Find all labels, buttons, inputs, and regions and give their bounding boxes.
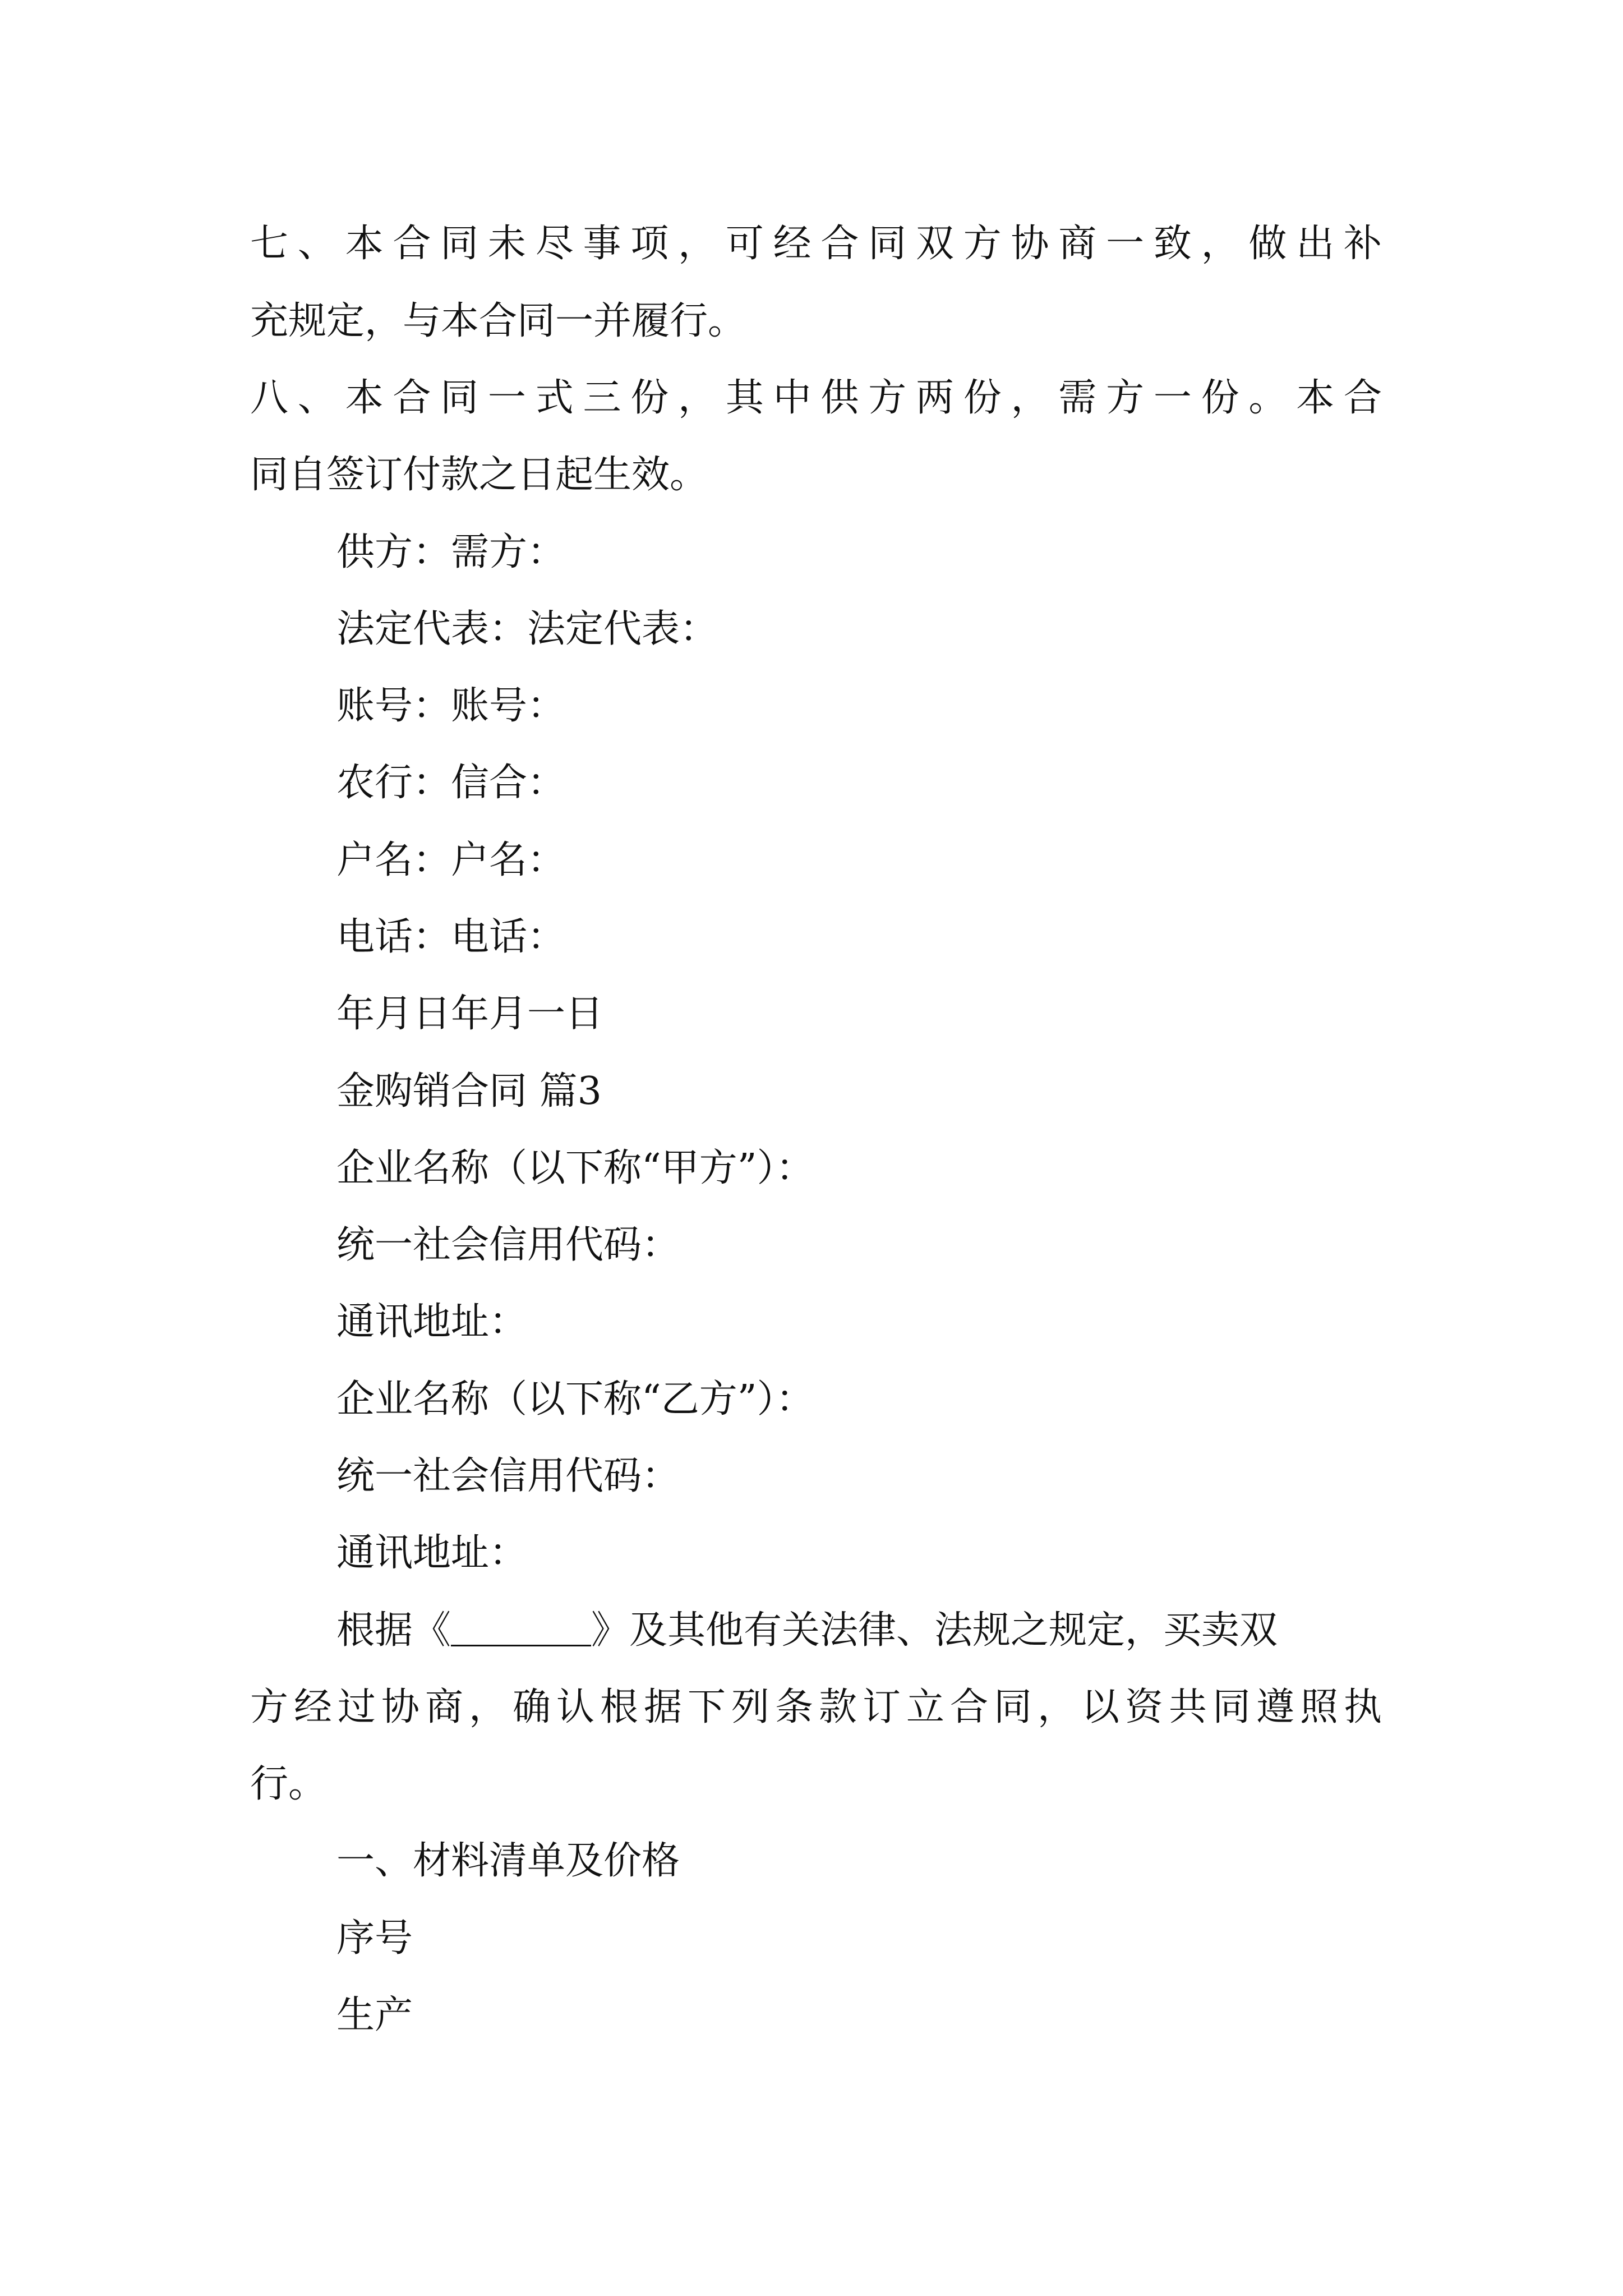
legal-representative-line: 法定代表：法定代表：	[336, 607, 718, 651]
party-b-address: 通讯地址：	[336, 1531, 528, 1575]
party-a-credit-code: 统一社会信用代码：	[336, 1223, 680, 1267]
bank-line: 农行：信合：	[336, 761, 566, 805]
phone-line: 电话：电话：	[336, 915, 566, 959]
basis-text-before: 根据《	[336, 1608, 451, 1653]
party-a-address: 通讯地址：	[336, 1300, 528, 1344]
clause-8-line-2: 同自签订付款之日起生效。	[250, 453, 708, 497]
clause-7-line-2: 充规定，与本合同一并履行。	[250, 299, 746, 343]
basis-paragraph-line-2: 方经过协商，确认根据下列条款订立合同，以资共同遵照执	[250, 1685, 1382, 1729]
section-title-contract-3: 金购销合同 篇3	[336, 1069, 602, 1114]
basis-paragraph-line-1	[336, 1608, 1278, 1653]
basis-text-after: 》及其他有关法律、法规之规定，买卖双	[591, 1608, 1278, 1653]
party-b-credit-code: 统一社会信用代码：	[336, 1454, 680, 1498]
table-header-serial: 序号	[336, 1916, 413, 1961]
basis-paragraph-line-3: 行。	[250, 1762, 327, 1806]
law-name-blank	[451, 1612, 591, 1646]
party-a-company-name: 企业名称（以下称“甲方”）：	[336, 1146, 814, 1190]
date-line: 年月日年月一日	[336, 992, 604, 1036]
party-b-company-name: 企业名称（以下称“乙方”）：	[336, 1377, 814, 1421]
clause-8-line-1: 八、本合同一式三份，其中供方两份，需方一份。本合	[250, 376, 1382, 420]
signature-parties-line: 供方：需方：	[336, 530, 566, 574]
clause-7-line-1: 七、本合同未尽事项，可经合同双方协商一致，做出补	[250, 222, 1382, 266]
account-name-line: 户名：户名：	[336, 838, 566, 882]
account-number-line: 账号：账号：	[336, 684, 566, 728]
section-1-heading: 一、材料清单及价格	[336, 1839, 680, 1883]
table-header-production: 生产	[336, 1993, 413, 2037]
